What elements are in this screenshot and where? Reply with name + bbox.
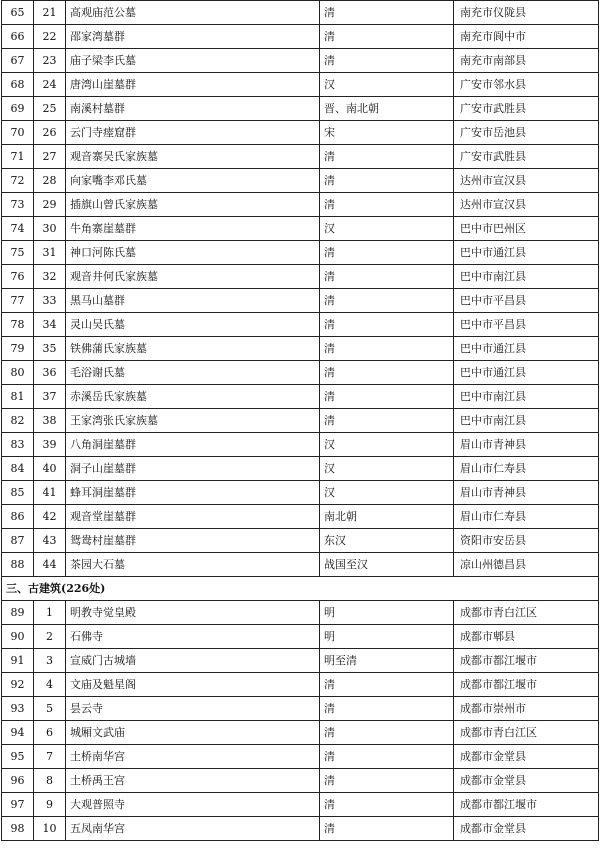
table-row	[2, 409, 599, 433]
table-row	[2, 217, 599, 241]
table-row	[2, 337, 599, 361]
era: 清	[320, 145, 454, 169]
era: 清	[320, 25, 454, 49]
location: 广安市岳池县	[454, 121, 599, 145]
section-header-row	[2, 577, 599, 601]
era: 清	[320, 721, 454, 745]
table-row	[2, 1, 599, 25]
era: 清	[320, 409, 454, 433]
location: 成都市青白江区	[454, 601, 599, 625]
table-row	[2, 529, 599, 553]
location: 巴中市通江县	[454, 241, 599, 265]
sub-number: 5	[34, 697, 66, 721]
row-number: 71	[2, 145, 34, 169]
table-row	[2, 673, 599, 697]
site-name: 庙子梁李氏墓	[66, 49, 320, 73]
era: 明至清	[320, 649, 454, 673]
row-number: 67	[2, 49, 34, 73]
table-row	[2, 97, 599, 121]
era: 清	[320, 385, 454, 409]
era: 清	[320, 673, 454, 697]
sub-number: 24	[34, 73, 66, 97]
sub-number: 6	[34, 721, 66, 745]
sub-number: 26	[34, 121, 66, 145]
era: 清	[320, 289, 454, 313]
site-name: 昙云寺	[66, 697, 320, 721]
row-number: 82	[2, 409, 34, 433]
row-number: 96	[2, 769, 34, 793]
site-name: 南溪村墓群	[66, 97, 320, 121]
row-number: 72	[2, 169, 34, 193]
table-row	[2, 721, 599, 745]
location: 成都市金堂县	[454, 817, 599, 841]
row-number: 68	[2, 73, 34, 97]
sub-number: 21	[34, 1, 66, 25]
site-name: 铁佛蒲氏家族墓	[66, 337, 320, 361]
location: 达州市宣汉县	[454, 193, 599, 217]
sub-number: 41	[34, 481, 66, 505]
site-name: 观音堂崖墓群	[66, 505, 320, 529]
location: 眉山市青神县	[454, 481, 599, 505]
site-name: 五凤南华宫	[66, 817, 320, 841]
era: 汉	[320, 73, 454, 97]
location: 巴中市南江县	[454, 409, 599, 433]
site-name: 文庙及魁星阁	[66, 673, 320, 697]
sub-number: 32	[34, 265, 66, 289]
row-number: 81	[2, 385, 34, 409]
table-row	[2, 481, 599, 505]
location: 南充市阆中市	[454, 25, 599, 49]
section-heading: 三、古建筑(226处)	[2, 577, 599, 601]
sub-number: 33	[34, 289, 66, 313]
era: 明	[320, 625, 454, 649]
row-number: 98	[2, 817, 34, 841]
sub-number: 29	[34, 193, 66, 217]
site-name: 蜂耳洞崖墓群	[66, 481, 320, 505]
row-number: 73	[2, 193, 34, 217]
location: 巴中市通江县	[454, 337, 599, 361]
table-row	[2, 73, 599, 97]
location: 达州市宣汉县	[454, 169, 599, 193]
location: 巴中市巴州区	[454, 217, 599, 241]
sub-number: 7	[34, 745, 66, 769]
era: 清	[320, 697, 454, 721]
site-name: 石佛寺	[66, 625, 320, 649]
row-number: 91	[2, 649, 34, 673]
table-row	[2, 769, 599, 793]
sub-number: 25	[34, 97, 66, 121]
sub-number: 3	[34, 649, 66, 673]
row-number: 74	[2, 217, 34, 241]
era: 南北朝	[320, 505, 454, 529]
site-name: 赤溪岳氏家族墓	[66, 385, 320, 409]
sub-number: 35	[34, 337, 66, 361]
location: 巴中市南江县	[454, 265, 599, 289]
sub-number: 2	[34, 625, 66, 649]
table-row	[2, 601, 599, 625]
table-row	[2, 121, 599, 145]
row-number: 79	[2, 337, 34, 361]
site-name: 向家嘴李邓氏墓	[66, 169, 320, 193]
table-row	[2, 553, 599, 577]
table-row	[2, 169, 599, 193]
row-number: 93	[2, 697, 34, 721]
table-row	[2, 241, 599, 265]
row-number: 84	[2, 457, 34, 481]
sub-number: 31	[34, 241, 66, 265]
sub-number: 42	[34, 505, 66, 529]
table-row	[2, 361, 599, 385]
site-name: 明教寺觉皇殿	[66, 601, 320, 625]
sub-number: 34	[34, 313, 66, 337]
table-row	[2, 505, 599, 529]
row-number: 80	[2, 361, 34, 385]
sub-number: 38	[34, 409, 66, 433]
site-name: 鸳鸯村崖墓群	[66, 529, 320, 553]
site-name: 洞子山崖墓群	[66, 457, 320, 481]
era: 清	[320, 313, 454, 337]
location: 凉山州德昌县	[454, 553, 599, 577]
table-row	[2, 793, 599, 817]
table-row	[2, 625, 599, 649]
sub-number: 36	[34, 361, 66, 385]
site-name: 神口河陈氏墓	[66, 241, 320, 265]
location: 成都市金堂县	[454, 769, 599, 793]
site-name: 城厢文武庙	[66, 721, 320, 745]
era: 清	[320, 769, 454, 793]
location: 巴中市平昌县	[454, 289, 599, 313]
table-row	[2, 25, 599, 49]
location: 成都市崇州市	[454, 697, 599, 721]
row-number: 90	[2, 625, 34, 649]
site-name: 宣威门古城墙	[66, 649, 320, 673]
row-number: 78	[2, 313, 34, 337]
sub-number: 44	[34, 553, 66, 577]
location: 广安市邻水县	[454, 73, 599, 97]
site-name: 邵家湾墓群	[66, 25, 320, 49]
sub-number: 39	[34, 433, 66, 457]
site-name: 灵山吴氏墓	[66, 313, 320, 337]
era: 汉	[320, 481, 454, 505]
era: 汉	[320, 217, 454, 241]
site-name: 插旗山曾氏家族墓	[66, 193, 320, 217]
sub-number: 1	[34, 601, 66, 625]
location: 广安市武胜县	[454, 145, 599, 169]
site-name: 土桥南华宫	[66, 745, 320, 769]
location: 成都市郫县	[454, 625, 599, 649]
era: 清	[320, 193, 454, 217]
table-row	[2, 265, 599, 289]
row-number: 88	[2, 553, 34, 577]
sub-number: 4	[34, 673, 66, 697]
sub-number: 28	[34, 169, 66, 193]
location: 巴中市南江县	[454, 385, 599, 409]
era: 汉	[320, 433, 454, 457]
location: 广安市武胜县	[454, 97, 599, 121]
location: 成都市都江堰市	[454, 673, 599, 697]
sub-number: 23	[34, 49, 66, 73]
row-number: 66	[2, 25, 34, 49]
location: 眉山市青神县	[454, 433, 599, 457]
location: 成都市金堂县	[454, 745, 599, 769]
era: 清	[320, 265, 454, 289]
row-number: 83	[2, 433, 34, 457]
site-name: 八角洞崖墓群	[66, 433, 320, 457]
site-name: 云门寺瘗窟群	[66, 121, 320, 145]
table-row	[2, 385, 599, 409]
table-row	[2, 817, 599, 841]
location: 成都市青白江区	[454, 721, 599, 745]
row-number: 95	[2, 745, 34, 769]
table-row	[2, 697, 599, 721]
sub-number: 8	[34, 769, 66, 793]
era: 汉	[320, 457, 454, 481]
table-row	[2, 289, 599, 313]
location: 眉山市仁寿县	[454, 505, 599, 529]
row-number: 77	[2, 289, 34, 313]
row-number: 86	[2, 505, 34, 529]
era: 清	[320, 49, 454, 73]
row-number: 76	[2, 265, 34, 289]
era: 清	[320, 1, 454, 25]
sub-number: 9	[34, 793, 66, 817]
row-number: 97	[2, 793, 34, 817]
site-name: 高观庙范公墓	[66, 1, 320, 25]
table-row	[2, 649, 599, 673]
era: 清	[320, 745, 454, 769]
heritage-table	[1, 0, 599, 841]
location: 南充市南部县	[454, 49, 599, 73]
site-name: 土桥禹王宫	[66, 769, 320, 793]
sub-number: 27	[34, 145, 66, 169]
row-number: 75	[2, 241, 34, 265]
table-row	[2, 745, 599, 769]
location: 资阳市安岳县	[454, 529, 599, 553]
site-name: 唐湾山崖墓群	[66, 73, 320, 97]
sub-number: 37	[34, 385, 66, 409]
row-number: 65	[2, 1, 34, 25]
sub-number: 30	[34, 217, 66, 241]
era: 清	[320, 817, 454, 841]
sub-number: 22	[34, 25, 66, 49]
sub-number: 40	[34, 457, 66, 481]
site-name: 黑马山墓群	[66, 289, 320, 313]
table-row	[2, 313, 599, 337]
site-name: 毛浴谢氏墓	[66, 361, 320, 385]
era: 清	[320, 361, 454, 385]
era: 东汉	[320, 529, 454, 553]
table-row	[2, 49, 599, 73]
site-name: 观音寨吴氏家族墓	[66, 145, 320, 169]
location: 南充市仪陇县	[454, 1, 599, 25]
site-name: 大观普照寺	[66, 793, 320, 817]
era: 宋	[320, 121, 454, 145]
era: 清	[320, 793, 454, 817]
site-name: 王家湾张氏家族墓	[66, 409, 320, 433]
row-number: 89	[2, 601, 34, 625]
era: 战国至汉	[320, 553, 454, 577]
table-row	[2, 193, 599, 217]
location: 巴中市平昌县	[454, 313, 599, 337]
era: 清	[320, 169, 454, 193]
section-group	[2, 577, 599, 601]
era: 晋、南北朝	[320, 97, 454, 121]
table-row	[2, 145, 599, 169]
row-number: 87	[2, 529, 34, 553]
location: 成都市都江堰市	[454, 793, 599, 817]
row-number: 70	[2, 121, 34, 145]
era: 清	[320, 337, 454, 361]
site-name: 茶园大石墓	[66, 553, 320, 577]
location: 成都市都江堰市	[454, 649, 599, 673]
site-name: 观音井何氏家族墓	[66, 265, 320, 289]
sub-number: 10	[34, 817, 66, 841]
burial-sites-rows	[2, 1, 599, 577]
location: 巴中市通江县	[454, 361, 599, 385]
location: 眉山市仁寿县	[454, 457, 599, 481]
row-number: 92	[2, 673, 34, 697]
era: 明	[320, 601, 454, 625]
row-number: 69	[2, 97, 34, 121]
sub-number: 43	[34, 529, 66, 553]
table-row	[2, 457, 599, 481]
ancient-architecture-rows	[2, 601, 599, 841]
site-name: 牛角寨崖墓群	[66, 217, 320, 241]
era: 清	[320, 241, 454, 265]
row-number: 94	[2, 721, 34, 745]
row-number: 85	[2, 481, 34, 505]
table-row	[2, 433, 599, 457]
